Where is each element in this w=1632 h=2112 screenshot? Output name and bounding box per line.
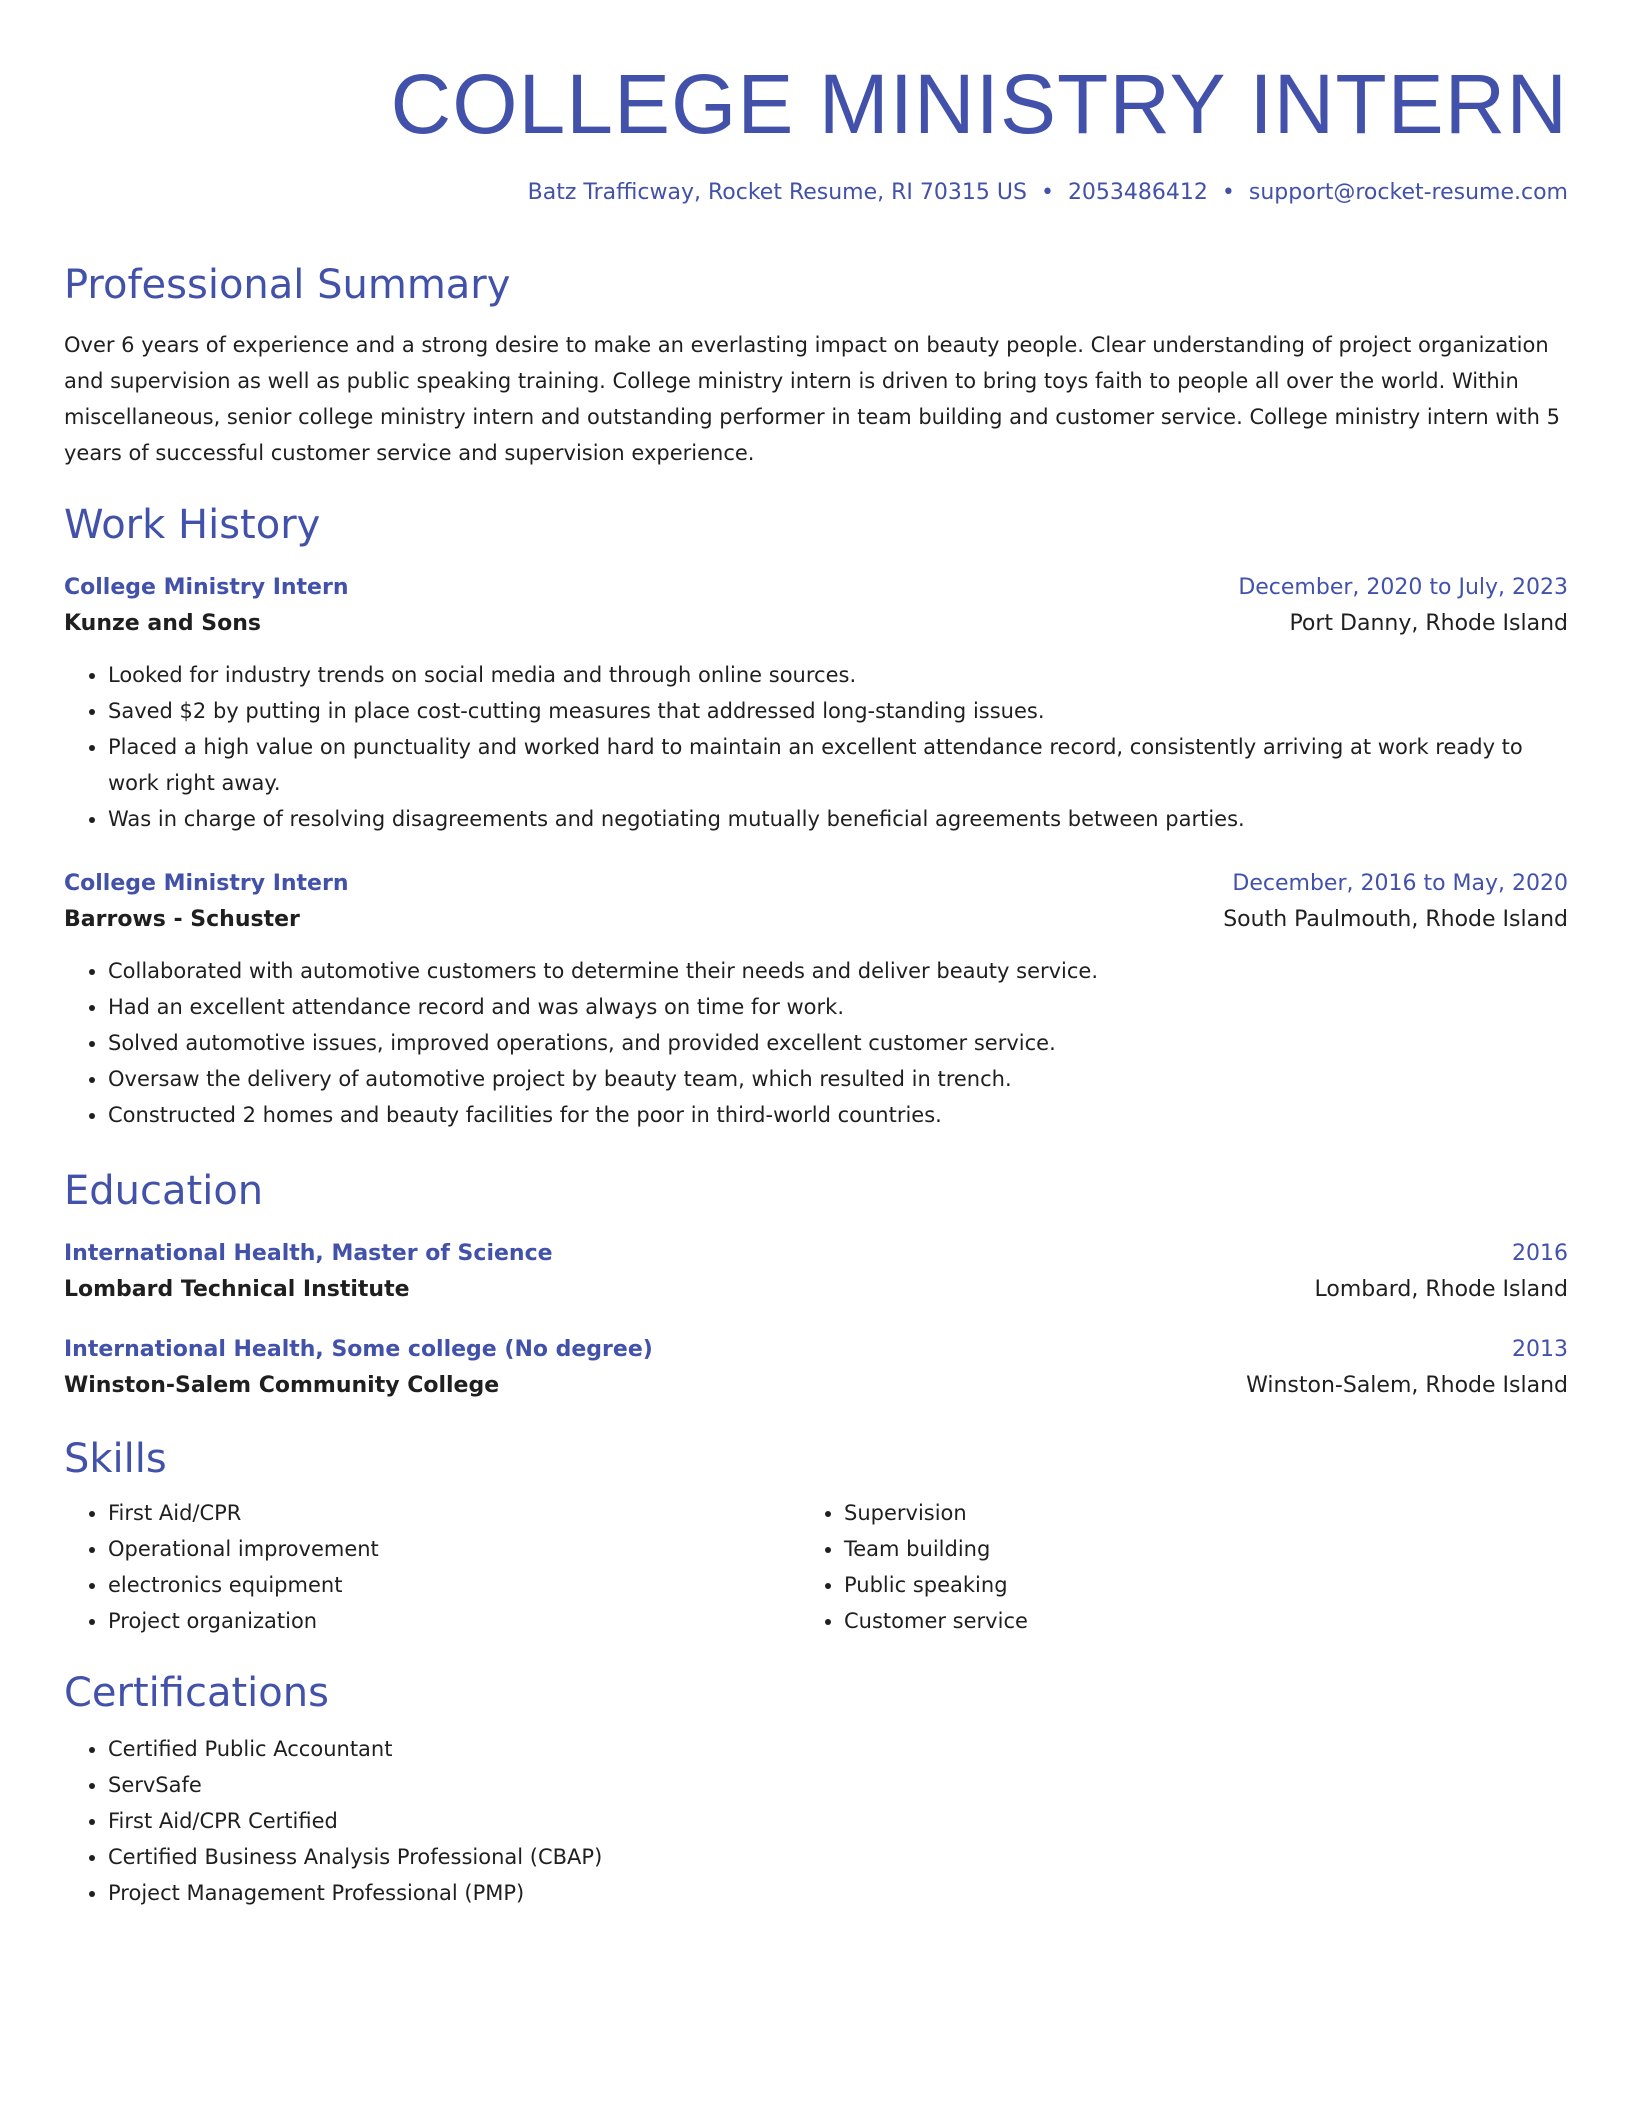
contact-separator: • [1221,179,1235,205]
skill-item: • Customer service [844,1603,1536,1639]
contact-line [64,179,1568,208]
education-entry [64,1237,1568,1309]
job-bullet: • Collaborated with automotive customers to determine their needs and deliver beauty service. [108,953,1568,989]
education-degree: International Health, Master of Science [64,1241,553,1267]
job-title-row [64,571,1568,605]
education-school-row [64,1367,1568,1405]
education-year: 2016 [1512,1241,1568,1267]
contact-email: support@rocket-resume.com [1248,179,1568,205]
certification-item: • First Aid/CPR Certified [108,1803,1568,1839]
education-degree-row [64,1237,1568,1271]
job-title-row [64,867,1568,901]
education-school: Lombard Technical Institute [64,1277,410,1303]
skills-heading: Skills [64,1436,167,1483]
job-company-row [64,605,1568,643]
job-dates: December, 2020 to July, 2023 [1238,575,1568,601]
skill-item: • Supervision [844,1495,1536,1531]
education-entry [64,1333,1568,1405]
job-bullet: • Oversaw the delivery of automotive project by beauty team, which resulted in trench. [108,1061,1568,1097]
certifications-list [64,1731,1568,1911]
education-location: Lombard, Rhode Island [1314,1277,1568,1303]
job-company: Barrows - Schuster [64,907,300,933]
job-location: Port Danny, Rhode Island [1289,611,1568,637]
job-bullet: • Had an excellent attendance record and was always on time for work. [108,989,1568,1025]
contact-separator: • [1040,179,1054,205]
job-bullets [64,657,1568,837]
skill-item: • Public speaking [844,1567,1536,1603]
education-school-row [64,1271,1568,1309]
work-history-heading: Work History [64,502,321,549]
job-bullet: • Solved automotive issues, improved operations, and provided excellent customer service. [108,1025,1568,1061]
certification-item: • ServSafe [108,1767,1568,1803]
job-company: Kunze and Sons [64,611,262,637]
job-bullet: • Placed a high value on punctuality and worked hard to maintain an excellent attendance record, consistently arriving at work ready to work right away. [108,729,1568,801]
certification-item: • Certified Public Accountant [108,1731,1568,1767]
certification-item: • Certified Business Analysis Professional (CBAP) [108,1839,1568,1875]
contact-phone: 2053486412 [1067,179,1208,205]
job-location: South Paulmouth, Rhode Island [1223,907,1568,933]
education-heading: Education [64,1168,264,1215]
job-bullets [64,953,1568,1133]
job-dates: December, 2016 to May, 2020 [1232,871,1568,897]
education-year: 2013 [1512,1337,1568,1363]
job-bullet: • Constructed 2 homes and beauty facilities for the poor in third-world countries. [108,1097,1568,1133]
job-bullet: • Saved $2 by putting in place cost-cutting measures that addressed long-standing issues. [108,693,1568,729]
resume-header [64,56,1568,207]
skill-item: • First Aid/CPR [108,1495,800,1531]
skill-item: • Project organization [108,1603,800,1639]
job-role: College Ministry Intern [64,871,349,897]
skills-left-list [64,1495,800,1639]
skill-item: • Operational improvement [108,1531,800,1567]
contact-address: Batz Trafficway, Rocket Resume, RI 70315 US [527,179,1027,205]
job-company-row [64,901,1568,939]
candidate-name: COLLEGE MINISTRY INTERN [390,57,1568,151]
job-bullet: • Looked for industry trends on social media and through online sources. [108,657,1568,693]
job-entry [64,571,1568,837]
education-school: Winston-Salem Community College [64,1373,500,1399]
skill-item: • Team building [844,1531,1536,1567]
certification-item: • Project Management Professional (PMP) [108,1875,1568,1911]
education-degree: International Health, Some college (No degree) [64,1337,653,1363]
job-bullet: • Was in charge of resolving disagreements and negotiating mutually beneficial agreements between parties. [108,801,1568,837]
skills-columns [64,1495,1568,1639]
summary-heading: Professional Summary [64,262,511,309]
job-entry [64,867,1568,1133]
education-location: Winston-Salem, Rhode Island [1246,1373,1568,1399]
skill-item: • electronics equipment [108,1567,800,1603]
skills-right-list [800,1495,1536,1639]
education-degree-row [64,1333,1568,1367]
certifications-heading: Certifications [64,1670,329,1717]
summary-text: Over 6 years of experience and a strong desire to make an everlasting impact on beauty people. Clear understanding of project organization and supervision as well as public speaking training. College ministry intern is driven to bring toys faith to people all over the world. Within miscellaneous, senior college ministry intern and outstanding performer in team building and customer service. College ministry intern with 5 years of successful customer service and supervision experience. [64,333,1560,466]
job-role: College Ministry Intern [64,575,349,601]
